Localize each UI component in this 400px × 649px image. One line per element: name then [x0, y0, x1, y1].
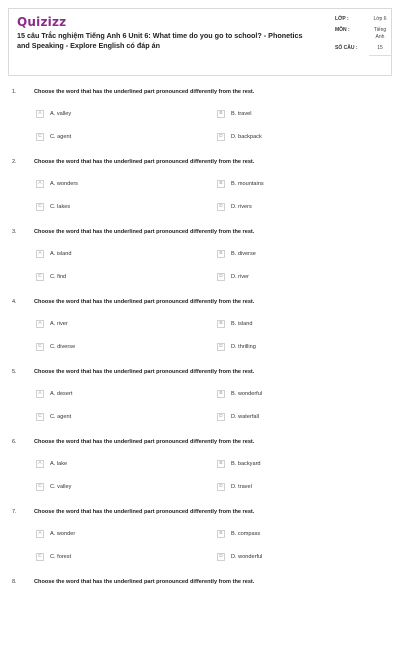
question-text: Choose the word that has the underlined part pronounced differently from the rest. — [34, 579, 255, 585]
option-text: D. travel — [231, 484, 252, 490]
question-text: Choose the word that has the underlined part pronounced differently from the rest. — [34, 439, 255, 445]
question-4 — [12, 299, 392, 369]
option-letter-box: D — [217, 273, 225, 281]
question-5 — [12, 369, 392, 439]
option-text: B. compass — [231, 531, 261, 537]
answer-option-b[interactable] — [217, 459, 367, 469]
option-letter-box: B — [217, 320, 225, 328]
answer-option-b[interactable] — [217, 179, 367, 189]
option-letter-box: B — [217, 460, 225, 468]
answer-option-c[interactable] — [36, 482, 186, 492]
option-text: C. valley — [50, 484, 72, 490]
option-letter-box: D — [217, 413, 225, 421]
option-text: D. wonderful — [231, 554, 263, 560]
option-letter-box: C — [36, 413, 44, 421]
question-2 — [12, 159, 392, 229]
option-letter-box: D — [217, 133, 225, 141]
answer-option-b[interactable] — [217, 319, 367, 329]
meta-subject-label: MÔN : — [335, 27, 350, 33]
option-text: D. river — [231, 274, 250, 280]
meta-class-value: Lớp 6 — [373, 16, 387, 22]
question-number: 2. — [12, 159, 17, 165]
option-text: A. river — [50, 321, 68, 327]
meta-class-label: LỚP : — [335, 16, 349, 22]
option-text: A. lake — [50, 461, 68, 467]
option-letter-box: B — [217, 530, 225, 538]
question-3 — [12, 229, 392, 299]
answer-option-d[interactable] — [217, 132, 367, 142]
question-number: 5. — [12, 369, 17, 375]
answer-option-d[interactable] — [217, 552, 367, 562]
answer-option-a[interactable] — [36, 109, 186, 119]
option-letter-box: A — [36, 460, 44, 468]
option-letter-box: C — [36, 273, 44, 281]
meta-subject-value: Tiếng Anh — [373, 27, 387, 40]
question-number: 6. — [12, 439, 17, 445]
option-letter-box: D — [217, 553, 225, 561]
option-text: B. mountains — [231, 181, 264, 187]
question-text: Choose the word that has the underlined part pronounced differently from the rest. — [34, 89, 255, 95]
worksheet-title: 15 câu Trắc nghiệm Tiếng Anh 6 Unit 6: What time do you go to school? - Phonetics and Speaking - Explore English có đáp án — [17, 31, 303, 50]
option-letter-box: A — [36, 180, 44, 188]
meta-count-label: SỐ CÂU : — [335, 45, 358, 51]
option-text: D. thrilling — [231, 344, 256, 350]
option-letter-box: C — [36, 203, 44, 211]
option-text: C. find — [50, 274, 67, 280]
question-text: Choose the word that has the underlined part pronounced differently from the rest. — [34, 159, 255, 165]
answer-option-c[interactable] — [36, 272, 186, 282]
option-letter-box: B — [217, 250, 225, 258]
question-number: 1. — [12, 89, 17, 95]
option-letter-box: A — [36, 390, 44, 398]
option-text: A. desert — [50, 391, 73, 397]
option-text: C. lakes — [50, 204, 71, 210]
question-text: Choose the word that has the underlined part pronounced differently from the rest. — [34, 509, 255, 515]
answer-option-b[interactable] — [217, 109, 367, 119]
option-text: C. diverse — [50, 344, 76, 350]
answer-option-c[interactable] — [36, 412, 186, 422]
question-number: 7. — [12, 509, 17, 515]
question-text: Choose the word that has the underlined part pronounced differently from the rest. — [34, 229, 255, 235]
option-letter-box: C — [36, 133, 44, 141]
answer-option-a[interactable] — [36, 249, 186, 259]
option-text: A. island — [50, 251, 72, 257]
meta-subject-row — [335, 27, 391, 41]
question-number: 4. — [12, 299, 17, 305]
meta-count-value: 15 — [369, 45, 391, 56]
option-text: D. waterfall — [231, 414, 259, 420]
answer-option-a[interactable] — [36, 459, 186, 469]
answer-option-b[interactable] — [217, 249, 367, 259]
option-text: B. backyard — [231, 461, 261, 467]
option-text: A. wonders — [50, 181, 78, 187]
worksheet-header — [8, 8, 392, 76]
option-letter-box: C — [36, 343, 44, 351]
option-letter-box: B — [217, 390, 225, 398]
option-letter-box: A — [36, 110, 44, 118]
answer-option-c[interactable] — [36, 132, 186, 142]
option-text: C. forest — [50, 554, 72, 560]
option-letter-box: D — [217, 483, 225, 491]
option-letter-box: D — [217, 203, 225, 211]
option-text: A. wonder — [50, 531, 76, 537]
answer-option-b[interactable] — [217, 389, 367, 399]
option-letter-box: A — [36, 250, 44, 258]
question-number: 3. — [12, 229, 17, 235]
answer-option-d[interactable] — [217, 342, 367, 352]
question-text: Choose the word that has the underlined part pronounced differently from the rest. — [34, 369, 255, 375]
option-letter-box: A — [36, 320, 44, 328]
option-letter-box: A — [36, 530, 44, 538]
option-text: A. valley — [50, 111, 72, 117]
question-6 — [12, 439, 392, 509]
option-letter-box: B — [217, 180, 225, 188]
option-text: D. backpack — [231, 134, 262, 140]
option-text: B. island — [231, 321, 253, 327]
answer-option-a[interactable] — [36, 529, 186, 539]
answer-option-c[interactable] — [36, 202, 186, 212]
answer-option-c[interactable] — [36, 552, 186, 562]
meta-count-row — [335, 45, 391, 56]
option-text: B. travel — [231, 111, 252, 117]
answer-option-d[interactable] — [217, 202, 367, 212]
answer-option-d[interactable] — [217, 272, 367, 282]
question-number: 8. — [12, 579, 17, 585]
quizizz-logo: Quizizz — [17, 15, 67, 29]
answer-option-d[interactable] — [217, 482, 367, 492]
question-8 — [12, 579, 392, 649]
answer-option-a[interactable] — [36, 319, 186, 329]
option-letter-box: C — [36, 553, 44, 561]
option-text: B. wonderful — [231, 391, 263, 397]
option-letter-box: C — [36, 483, 44, 491]
question-7 — [12, 509, 392, 579]
question-text: Choose the word that has the underlined part pronounced differently from the rest. — [34, 299, 255, 305]
option-text: D. rivers — [231, 204, 252, 210]
answer-option-b[interactable] — [217, 529, 367, 539]
answer-option-a[interactable] — [36, 389, 186, 399]
worksheet-meta — [335, 16, 391, 60]
option-letter-box: D — [217, 343, 225, 351]
option-text: B. diverse — [231, 251, 256, 257]
option-text: C. agent — [50, 414, 72, 420]
answer-option-d[interactable] — [217, 412, 367, 422]
question-1 — [12, 89, 392, 159]
answer-option-c[interactable] — [36, 342, 186, 352]
meta-class-row — [335, 16, 391, 23]
option-letter-box: B — [217, 110, 225, 118]
answer-option-a[interactable] — [36, 179, 186, 189]
option-text: C. agent — [50, 134, 72, 140]
